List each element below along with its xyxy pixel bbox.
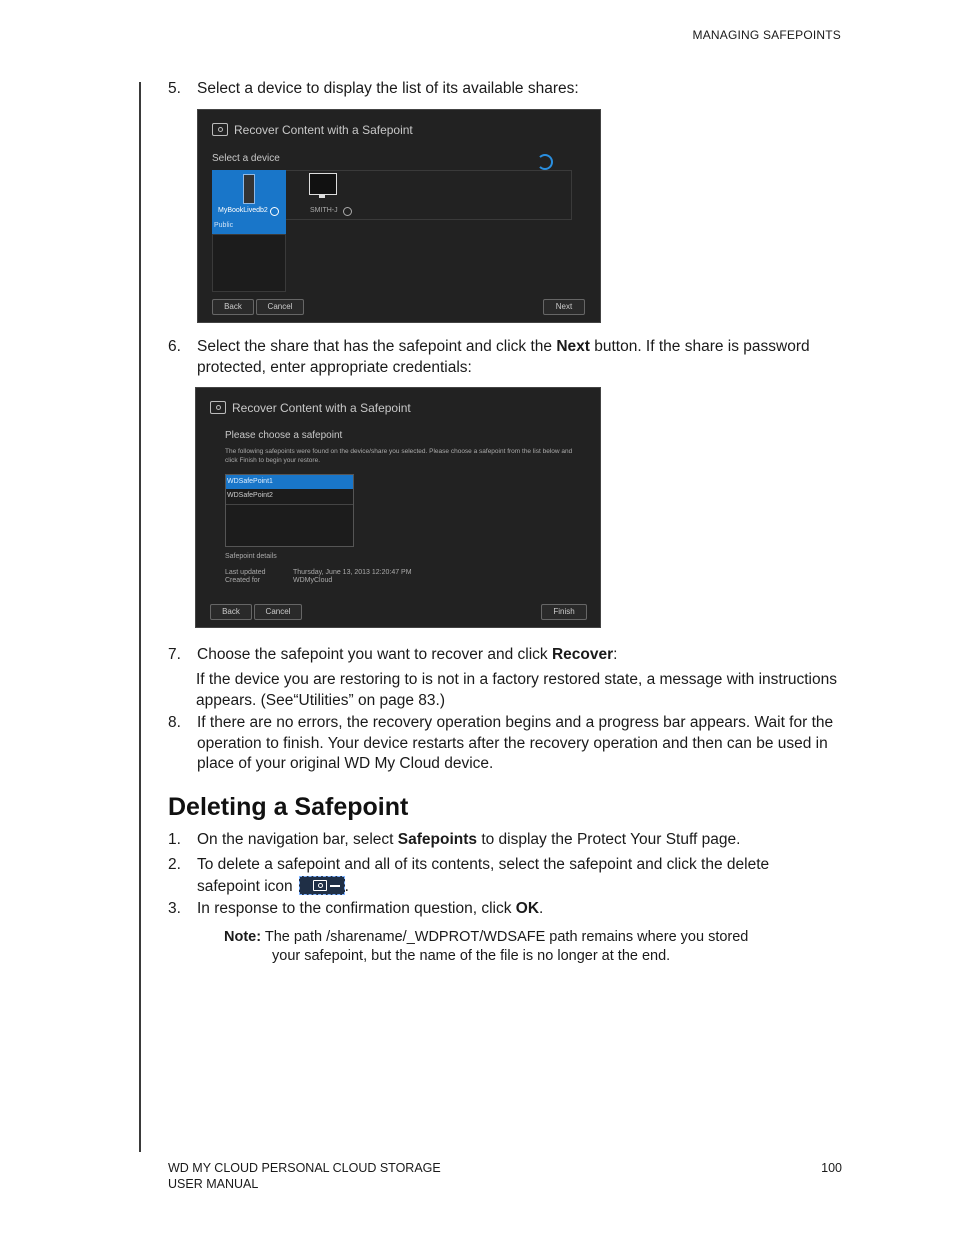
safepoint-item-selected[interactable] — [226, 475, 353, 489]
delete-step-1 — [168, 830, 848, 851]
safepoint-name: WDSafePoint1 — [227, 478, 273, 485]
step-number: 7. — [168, 646, 181, 663]
screenshot-choose-safepoint — [195, 387, 601, 628]
next-button[interactable]: Next — [543, 299, 585, 315]
safepoint-item[interactable] — [226, 490, 353, 505]
delete-safepoint-icon — [299, 876, 345, 895]
step-text: Choose the safepoint you want to recover and click Recover: — [197, 646, 618, 663]
back-button[interactable]: Back — [212, 299, 254, 315]
dialog-title: Recover Content with a Safepoint — [210, 401, 411, 415]
created-for-label: Created for — [225, 577, 261, 584]
footer-title — [168, 1161, 441, 1192]
last-updated-label: Last updated — [225, 569, 266, 576]
step-number: 5. — [168, 80, 181, 97]
share-item-selected[interactable] — [212, 220, 286, 234]
step-6 — [168, 337, 848, 378]
step-number: 8. — [168, 714, 181, 731]
delete-step-3 — [168, 899, 848, 920]
step-5 — [168, 79, 848, 100]
step-8 — [168, 713, 848, 775]
step-7-paragraph: If the device you are restoring to is not in a factory restored state, a message with instructions appears. (See“Utilities” on page 83.) — [196, 671, 837, 709]
section-heading: Deleting a Safepoint — [168, 793, 409, 821]
step-text: If there are no errors, the recovery operation begins and a progress bar appears. Wait for the operation to finish. Your device restarts after the recovery operation and then can be used in place of your original WD My Cloud device. — [197, 714, 834, 772]
footer-line2: USER MANUAL — [168, 1176, 259, 1191]
last-updated-value: Thursday, June 13, 2013 12:20:47 PM — [293, 569, 412, 576]
finish-button[interactable]: Finish — [541, 604, 587, 620]
cancel-button[interactable]: Cancel — [254, 604, 302, 620]
step-text: To delete a safepoint and all of its contents, select the safepoint and click the delete safepoint icon . — [197, 856, 770, 895]
footer-line1: WD MY CLOUD PERSONAL CLOUD STORAGE — [168, 1161, 441, 1175]
step-7 — [168, 645, 848, 666]
monitor-icon — [309, 173, 337, 195]
share-list — [212, 234, 286, 292]
dialog-subtitle: Select a device — [212, 153, 280, 164]
step-number: 2. — [168, 856, 181, 873]
step-text: Select a device to display the list of its available shares: — [197, 80, 579, 97]
dialog-subtitle: Please choose a safepoint — [225, 430, 343, 441]
dialog-description: The following safepoints were found on the device/share you selected. Please choose a safepoint from the list below and click Finish to begin your restore. — [225, 448, 573, 464]
safepoint-icon — [210, 401, 226, 414]
step-text: On the navigation bar, select Safepoints to display the Protect Your Stuff page. — [197, 831, 741, 848]
back-button[interactable]: Back — [210, 604, 252, 620]
device-name: SMITH-J — [310, 207, 338, 214]
safepoint-icon — [212, 123, 228, 136]
chevron-up-icon[interactable] — [270, 207, 279, 216]
margin-rule — [139, 82, 141, 1152]
page-number: 100 — [821, 1161, 842, 1175]
safepoint-name: WDSafePoint2 — [227, 492, 273, 499]
device-name: MyBookLivedb2 — [218, 207, 268, 214]
step-number: 3. — [168, 900, 181, 917]
refresh-icon[interactable] — [537, 154, 553, 170]
note — [224, 928, 824, 966]
step-number: 6. — [168, 338, 181, 355]
step-text: Select the share that has the safepoint and click the Next button. If the share is password protected, enter appropriate credentials: — [197, 338, 810, 376]
running-header: MANAGING SAFEPOINTS — [692, 28, 841, 42]
details-label: Safepoint details — [225, 553, 277, 560]
safepoint-list — [225, 474, 354, 547]
drive-icon — [243, 174, 255, 204]
chevron-down-icon[interactable] — [343, 207, 352, 216]
note-text-line2: your safepoint, but the name of the file is no longer at the end. — [272, 948, 671, 964]
step-text: In response to the confirmation question, click OK. — [197, 900, 544, 917]
step-number: 1. — [168, 831, 181, 848]
created-for-value: WDMyCloud — [293, 577, 333, 584]
delete-step-2 — [168, 855, 818, 897]
cancel-button[interactable]: Cancel — [256, 299, 304, 315]
note-text-line1: The path /sharename/_WDPROT/WDSAFE path remains where you stored — [264, 929, 749, 945]
note-label: Note: — [224, 929, 262, 945]
share-name: Public — [214, 222, 234, 229]
screenshot-select-device — [197, 109, 601, 323]
dialog-title: Recover Content with a Safepoint — [212, 123, 413, 137]
monitor-stand — [319, 194, 325, 198]
